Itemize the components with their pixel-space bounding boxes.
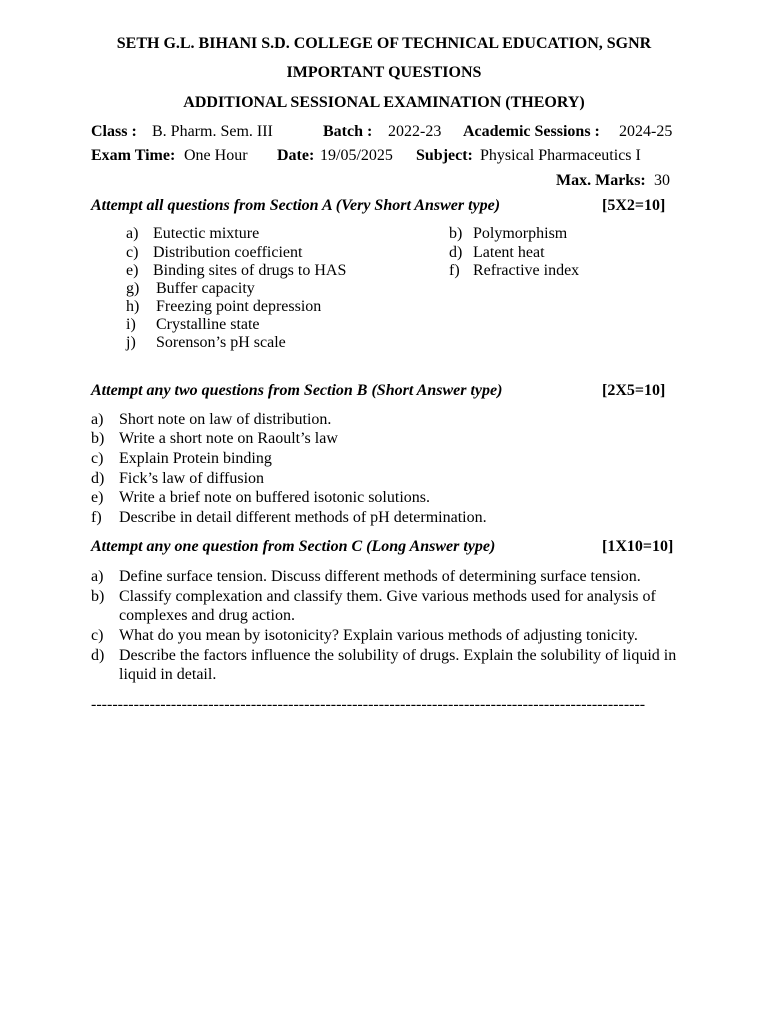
item-label: e) <box>126 262 139 279</box>
item-label: c) <box>126 244 139 261</box>
batch-label: Batch : <box>323 123 373 140</box>
item-label: e) <box>91 489 104 506</box>
item-text: Polymorphism <box>473 225 568 242</box>
list-item <box>91 587 691 627</box>
item-label: b) <box>91 430 105 447</box>
section-b-marks: [2X5=10] <box>602 382 666 399</box>
item-text: Refractive index <box>473 262 580 279</box>
item-label: d) <box>449 244 463 261</box>
item-text: Binding sites of drugs to HAS <box>153 262 347 279</box>
item-label: a) <box>126 225 139 242</box>
section-b-heading: Attempt any two questions from Section B (Short Answer type) <box>91 382 503 399</box>
item-text: Latent heat <box>473 244 545 261</box>
item-text: Classify complexation and classify them. Give various methods used for analysis of complexes and drug action. <box>119 588 656 624</box>
class-label: Class : <box>91 123 137 140</box>
item-label: d) <box>91 470 105 487</box>
item-text: Buffer capacity <box>156 280 255 297</box>
item-label: c) <box>91 450 104 467</box>
section-a-marks: [5X2=10] <box>602 197 666 214</box>
item-text: Fick’s law of diffusion <box>119 470 265 487</box>
item-text: Explain Protein binding <box>119 450 272 467</box>
item-label: f) <box>449 262 460 279</box>
college-name: SETH G.L. BIHANI S.D. COLLEGE OF TECHNICAL EDUCATION, SGNR <box>116 35 652 52</box>
item-label: g) <box>126 280 140 297</box>
item-text: Short note on law of distribution. <box>119 411 332 428</box>
section-c-marks: [1X10=10] <box>602 538 674 555</box>
list-item <box>91 567 691 586</box>
item-label: c) <box>91 627 104 644</box>
date-label: Date: <box>277 147 315 164</box>
exam-time-value: One Hour <box>184 147 248 164</box>
item-text: Sorenson’s pH scale <box>156 334 286 351</box>
item-label: d) <box>91 647 105 664</box>
item-label: f) <box>91 509 102 526</box>
section-a-heading: Attempt all questions from Section A (Very Short Answer type) <box>91 197 501 214</box>
subject-value: Physical Pharmaceutics I <box>480 147 641 164</box>
item-text: Eutectic mixture <box>153 225 260 242</box>
subject-label: Subject: <box>416 147 473 164</box>
batch-value: 2022-23 <box>388 123 442 140</box>
list-item <box>91 646 691 686</box>
item-text: Distribution coefficient <box>153 244 303 261</box>
item-text: Write a short note on Raoult’s law <box>119 430 338 447</box>
item-text: Crystalline state <box>156 316 260 333</box>
item-label: b) <box>449 225 463 242</box>
item-label: a) <box>91 568 104 585</box>
item-text: Define surface tension. Discuss different methods of determining surface tension. <box>119 568 641 585</box>
item-text: What do you mean by isotonicity? Explain various methods of adjusting tonicity. <box>119 627 638 644</box>
max-marks-label: Max. Marks: <box>556 172 646 189</box>
section-c-heading: Attempt any one question from Section C (Long Answer type) <box>91 538 496 555</box>
class-value: B. Pharm. Sem. III <box>152 123 273 140</box>
divider-line: -------------------------------------------------------------------------------------------------------- <box>91 696 646 713</box>
list-item <box>91 626 691 645</box>
item-text: Freezing point depression <box>156 298 322 315</box>
item-label: a) <box>91 411 104 428</box>
max-marks-value: 30 <box>654 172 670 189</box>
session-value: 2024-25 <box>619 123 673 140</box>
session-label: Academic Sessions : <box>463 123 600 140</box>
item-label: i) <box>126 316 136 333</box>
exam-title: ADDITIONAL SESSIONAL EXAMINATION (THEORY) <box>183 94 585 111</box>
date-value: 19/05/2025 <box>320 147 393 164</box>
item-text: Describe the factors influence the solubility of drugs. Explain the solubility of liquid in liquid in detail. <box>119 647 677 683</box>
paper-subtitle: IMPORTANT QUESTIONS <box>286 64 482 81</box>
item-text: Write a brief note on buffered isotonic solutions. <box>119 489 430 506</box>
item-label: h) <box>126 298 140 315</box>
item-text: Describe in detail different methods of pH determination. <box>119 509 487 526</box>
exam-time-label: Exam Time: <box>91 147 176 164</box>
item-label: j) <box>126 334 136 351</box>
item-label: b) <box>91 588 105 605</box>
